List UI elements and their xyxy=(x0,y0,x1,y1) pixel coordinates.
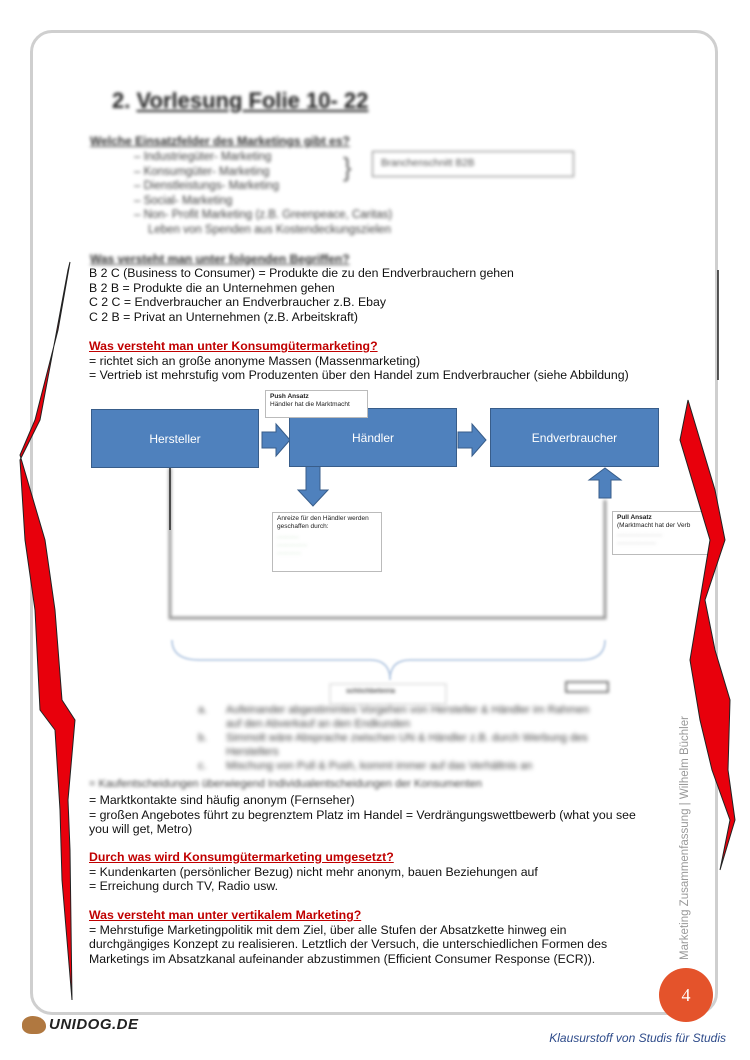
left-red-bolt-icon xyxy=(20,262,75,1000)
haendler-box: Händler xyxy=(289,408,457,467)
umgesetzt-heading: Durch was wird Konsumgütermarketing umgesetzt? xyxy=(89,850,394,864)
push-note: Push Ansatz Händler hat die Marktmacht xyxy=(265,390,368,418)
dog-icon xyxy=(22,1016,46,1034)
vertikal-heading: Was versteht man unter vertikalem Marketing? xyxy=(89,908,362,922)
blurred-line: = Kaufentscheidungen überwiegend Individualentscheidungen der Konsumenten xyxy=(89,778,482,790)
sidebar-vertical-text: Marketing Zusammenfassung | Wilhelm Büchler xyxy=(679,716,691,960)
page-number: 4 xyxy=(659,968,713,1022)
footer-tagline: Klausurstoff von Studis für Studis xyxy=(549,1031,726,1045)
fields-list: – Industriegüter- Marketing – Konsumgüter- Marketing – Dienstleistungs- Marketing – Social- Marketing – Non- Profit Marketing (z.B. Greenpeace, Caritas) Leben von Spenden aus Kostendeckungszielen xyxy=(134,150,392,238)
right-red-bolt-icon xyxy=(680,400,735,870)
terms-list: B 2 C (Business to Consumer) = Produkte die zu den Endverbrauchern gehen B 2 B = Produkte die an Unternehmen gehen C 2 C = Endverbraucher an Endverbraucher z.B. Ebay C 2 B = Privat an Unternehmen (z.B. Arbeitskraft) xyxy=(89,266,514,324)
unidog-logo: UNIDOG.DE xyxy=(22,1016,139,1034)
terms-heading: Was versteht man unter folgenden Begriffen? xyxy=(90,252,350,266)
umgesetzt-section: Durch was wird Konsumgütermarketing umgesetzt? = Kundenkarten (persönlicher Bezug) nicht mehr anonym, bauen Beziehungen auf = Erreichung durch TV, Radio usw. xyxy=(89,850,538,894)
konsum-heading: Was versteht man unter Konsumgütermarketing? xyxy=(89,339,378,353)
hersteller-box: Hersteller xyxy=(91,409,259,468)
endverbraucher-box: Endverbraucher xyxy=(490,408,659,467)
anreize-note: Anreize für den Händler werden geschaffen durch: ·········· ·············· ··········· xyxy=(272,512,382,572)
more-lines: = Marktkontakte sind häufig anonym (Fernseher) = großen Angebotes führt zu begrenztem Platz im Handel = Verdrängungswettbewerb (what you see you will get, Metro) xyxy=(89,793,636,837)
fields-heading: Welche Einsatzfelder des Marketings gibt es? xyxy=(90,134,350,148)
page-title: 2. Vorlesung Folie 10- 22 xyxy=(112,88,369,113)
vertikal-section: Was versteht man unter vertikalem Marketing? = Mehrstufige Marketingpolitik mit dem Ziel, über alle Stufen der Absatzkette hinweg ein durchgängiges Konzept zu realisieren. Letztlich der Versuch, die unterschiedlichen Formen des Marketings im Absatzkanal aufeinander abzustimmen (Efficient Consumer Response (ECR)). xyxy=(89,908,608,966)
lower-list: a. Aufeinander abgestimmtes Vorgehen von Hersteller & Händler im Rahmen auf den Abverkauf an den Endkunden b. Simmolt wäre Absprache zwischen UN & Händler z.B. durch Werbung des Herstellers c. Mischung von Pull & Push, kommt immer auf das Verhältnis an xyxy=(198,704,590,772)
konsum-section: Was versteht man unter Konsumgütermarketing? = richtet sich an große anonyme Massen (Massenmarketing) = Vertrieb ist mehrstufig vom Produzenten über den Handel zum Endverbraucher (siehe Abbildung) xyxy=(89,339,629,383)
pull-note: Pull Ansatz (Marktmacht hat der Verb ····················· ·················· xyxy=(612,511,718,555)
brace: } xyxy=(343,152,352,182)
fields-box: Branchenschnitt B2B xyxy=(372,151,574,177)
center-label: schlichbeteiria xyxy=(346,688,396,695)
